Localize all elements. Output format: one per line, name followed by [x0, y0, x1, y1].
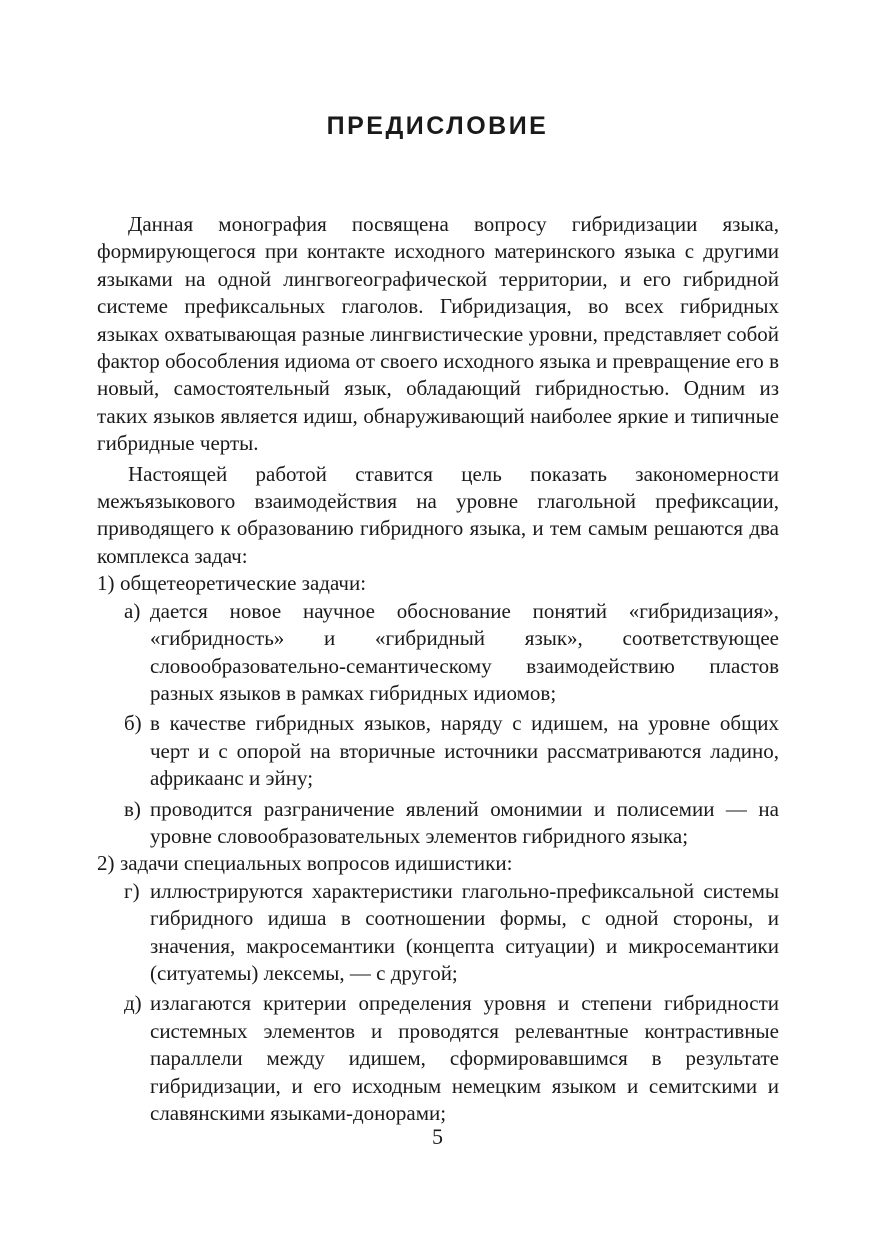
page-body: [97, 211, 779, 1127]
paragraph: Настоящей работой ставится цель показать закономерности межъязыкового взаимодействия на уровне глагольной префиксации, приводящего к образованию гибридного языка, и тем самым решаются два комплекса задач:: [97, 461, 779, 568]
sub-list-item: [124, 990, 779, 1127]
sub-list-marker: д): [124, 991, 142, 1016]
page-title: ПРЕДИСЛОВИЕ: [326, 112, 549, 140]
sub-list: [97, 598, 779, 851]
sub-list: [97, 878, 779, 1128]
list-item: [97, 570, 779, 597]
sub-list-item-text: иллюстрируются характеристики глагольно-префиксальной системы гибридного идиша в соотношении формы, с одной стороны, и значения, макросемантики (концепта ситуации) и микросемантики (ситуатемы) лексемы, — с другой;: [150, 878, 779, 985]
sub-list-item: [124, 796, 779, 851]
sub-list-marker: г): [124, 878, 140, 903]
sub-list-marker: в): [124, 796, 141, 821]
page-number: 5: [432, 1124, 443, 1149]
sub-list-item-text: проводится разграничение явлений омонимии и полисемии — на уровне словообразовательных элементов гибридного языка;: [150, 796, 779, 848]
sub-list-item-text: в качестве гибридных языков, наряду с идишем, на уровне общих черт и с опорой на вторичные источники рассматриваются ладино, африкаанс и эйну;: [150, 711, 779, 791]
paragraph: Данная монография посвящена вопросу гибридизации языка, формирующегося при контакте исходного материнского языка с другими языками на одной лингвогеографической территории, и его гибридной системе префиксальных глаголов. Гибридизация, во всех гибридных языках охватывающая разные лингвистические уровни, представляет собой фактор обособления идиома от своего исходного языка и превращение его в новый, самостоятельный язык, обладающий гибридностью. Одним из таких языков является идиш, обнаруживающий наиболее яркие и типичные гибридные черты.: [97, 212, 779, 456]
sub-list-item-text: излагаются критерии определения уровня и степени гибридности системных элементов и проводятся релевантные контрастивные параллели между идишем, сформировавшимся в результате гибридизации, и его исходным немецким языком и семитскими и славянскими языками-донорами;: [150, 991, 779, 1125]
sub-list-marker: б): [124, 711, 142, 736]
list-item: [97, 850, 779, 877]
list-item-text: задачи специальных вопросов идишистики:: [120, 851, 513, 876]
sub-list-item: [124, 710, 779, 792]
sub-list-item-text: дается новое научное обоснование понятий «гибридизация», «гибридность» и «гибридный язык», соответствующее словообразовательно-семантическому взаимодействию пластов разных языков в рамках гибридных идиомов;: [150, 598, 779, 705]
sub-list-item: [124, 878, 779, 988]
list-marker: 1): [97, 571, 115, 596]
sub-list-marker: а): [124, 598, 141, 623]
task-list: [97, 570, 779, 1127]
list-marker: 2): [97, 851, 115, 876]
sub-list-item: [124, 598, 779, 708]
list-item-text: общетеоретические задачи:: [120, 571, 367, 596]
